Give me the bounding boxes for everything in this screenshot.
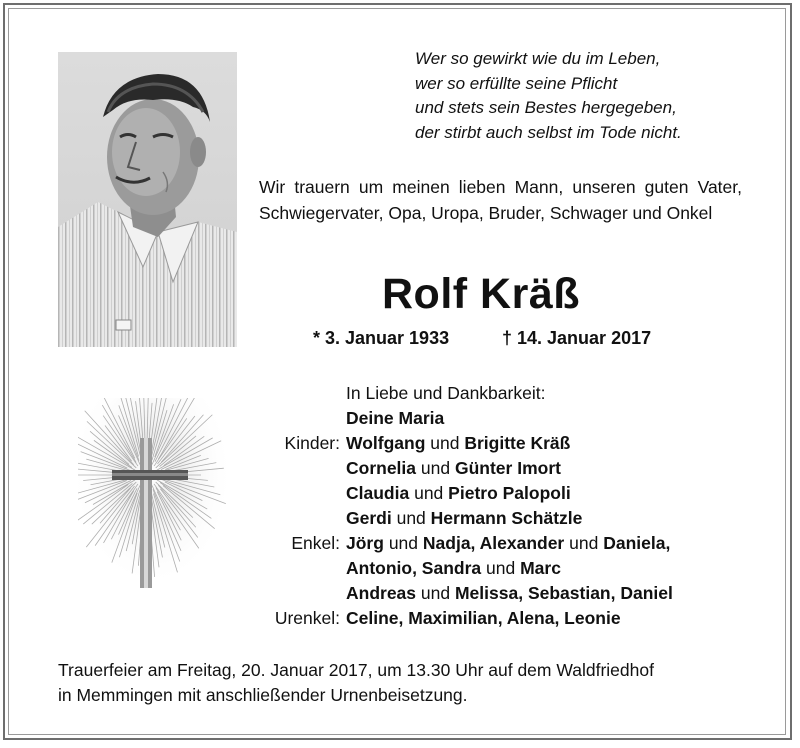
- portrait-photo: [58, 52, 237, 347]
- child-name: Wolfgang: [346, 433, 426, 453]
- child-partner-name: Brigitte Kräß: [464, 433, 571, 453]
- funeral-notice-line: in Memmingen mit anschließender Urnenbeisetzung.: [58, 685, 468, 705]
- poem-line: Wer so gewirkt wie du im Leben,: [415, 49, 661, 68]
- grandchildren-row: Andreas und Melissa, Sebastian, Daniel: [346, 583, 673, 603]
- grandchildren-row: Enkel: Jörg und Nadja, Alexander und Daniela,: [252, 531, 772, 556]
- gratitude-text: In Liebe und Dankbarkeit:: [346, 383, 546, 403]
- wife-row: [252, 406, 772, 431]
- poem-line: und stets sein Bestes hergegeben,: [415, 98, 677, 117]
- grandchildren-label: Enkel:: [291, 533, 340, 553]
- death-date: † 14. Januar 2017: [502, 328, 652, 348]
- cross-icon: [78, 398, 226, 606]
- children-row: Gerdi und Hermann Schätzle: [346, 508, 583, 528]
- birth-date: * 3. Januar 1933: [313, 328, 450, 348]
- poem-line: wer so erfüllte seine Pflicht: [415, 73, 618, 93]
- funeral-notice: [58, 658, 758, 708]
- children-row: Claudia und Pietro Palopoli: [346, 483, 571, 503]
- child-name: Claudia: [346, 483, 410, 503]
- child-name: Cornelia: [346, 458, 417, 478]
- deceased-name: Rolf Kräß: [382, 270, 580, 318]
- gratitude-row: [252, 381, 772, 406]
- children-row: Cornelia und Günter Imort: [346, 458, 561, 478]
- child-name: Gerdi: [346, 508, 392, 528]
- grandchildren-row: Antonio, Sandra und Marc: [346, 558, 561, 578]
- great-grandchildren-label: Urenkel:: [274, 608, 340, 628]
- poem-line: der stirbt auch selbst im Tode nicht.: [415, 122, 682, 142]
- great-grandchildren-names: Celine, Maximilian, Alena, Leonie: [346, 608, 621, 628]
- children-row: Kinder: Wolfgang und Brigitte Kräß: [252, 431, 772, 456]
- great-grandchildren-row: [252, 606, 772, 631]
- wife-name: Deine Maria: [346, 408, 445, 428]
- child-partner-name: Günter Imort: [454, 458, 561, 478]
- poem: [415, 47, 755, 145]
- intro-text: Wir trauern um meinen lieben Mann, unseren guten Vater, Schwiegervater, Opa, Uropa, Bruder, Schwager und Onkel: [259, 177, 742, 223]
- children-label: Kinder:: [284, 433, 340, 453]
- child-partner-name: Pietro Palopoli: [448, 483, 571, 503]
- family-list: [252, 381, 772, 631]
- funeral-notice-line: Trauerfeier am Freitag, 20. Januar 2017, um 13.30 Uhr auf dem Waldfriedhof: [58, 660, 654, 680]
- child-partner-name: Hermann Schätzle: [430, 508, 583, 528]
